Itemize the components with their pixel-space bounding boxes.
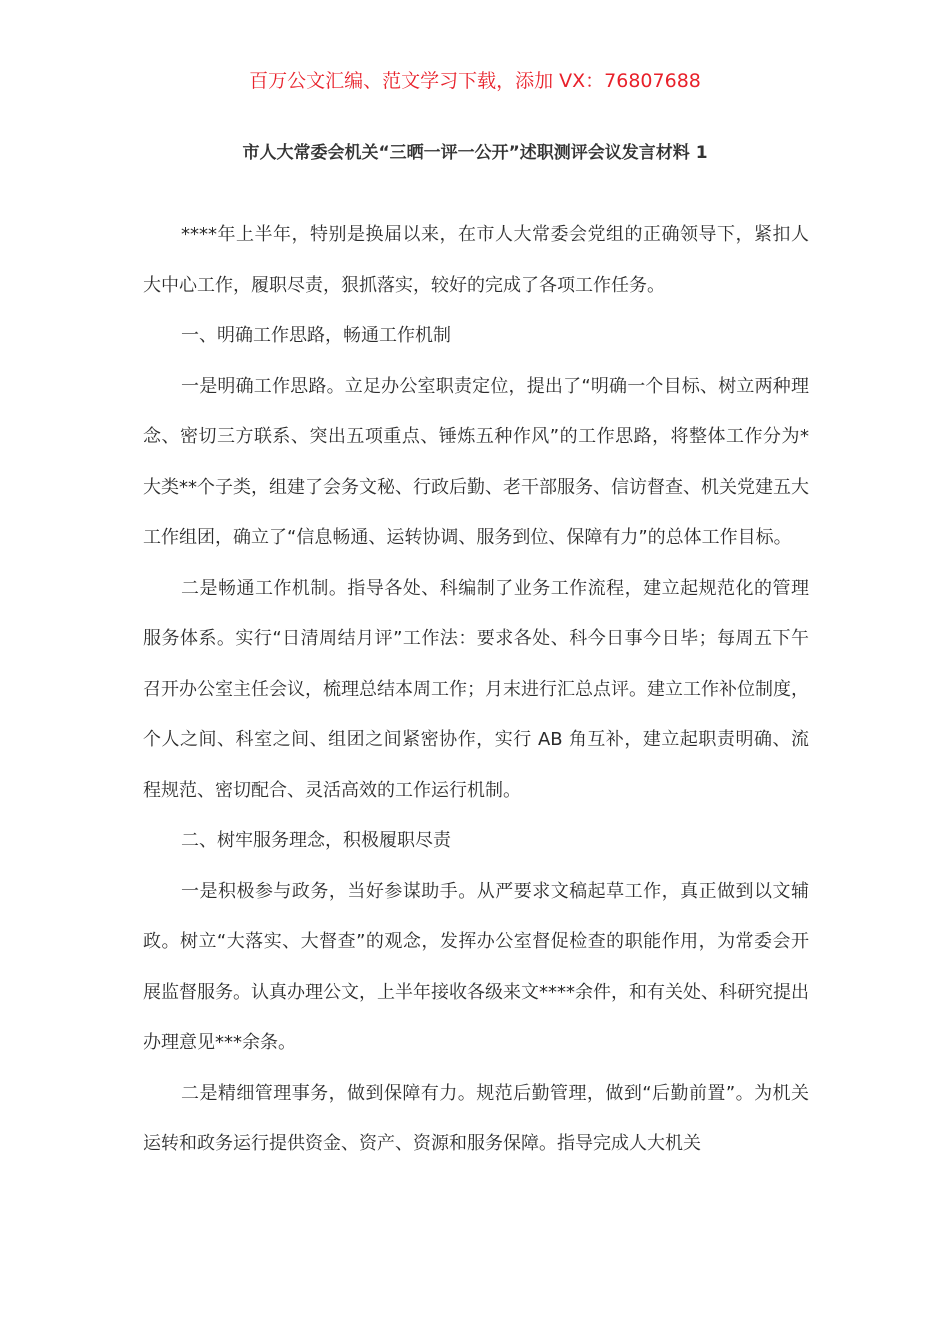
section-heading-2: 二、树牢服务理念，积极履职尽责 <box>181 830 451 851</box>
paragraph: 二是精细管理事务，做到保障有力。规范后勤管理，做到“后勤前置”。为机关运转和政务运行提供资金、资产、资源和服务保障。指导完成人大机关 <box>143 1082 809 1154</box>
document-body <box>143 210 809 1170</box>
document-title: 市人大常委会机关“三晒一评一公开”述职测评会议发言材料 1 <box>242 143 708 163</box>
section-heading-1: 一、明确工作思路，畅通工作机制 <box>181 325 451 346</box>
paragraph: 二是畅通工作机制。指导各处、科编制了业务工作流程，建立起规范化的管理服务体系。实行“日清周结月评”工作法：要求各处、科今日事今日毕；每周五下午召开办公室主任会议，梳理总结本周工作；月末进行汇总点评。建立工作补位制度，个人之间、科室之间、组团之间紧密协作，实行 AB 角互补，建立起职责明确、流程规范、密切配合、灵活高效的工作运行机制。 <box>143 577 809 801</box>
paragraph-intro: ****年上半年，特别是换届以来，在市人大常委会党组的正确领导下，紧扣人大中心工作，履职尽责，狠抓落实，较好的完成了各项工作任务。 <box>143 224 809 296</box>
promo-banner: 百万公文汇编、范文学习下载，添加 VX：76807688 <box>249 70 701 92</box>
paragraph: 一是积极参与政务，当好参谋助手。从严要求文稿起草工作，真正做到以文辅政。树立“大落实、大督查”的观念，发挥办公室督促检查的职能作用，为常委会开展监督服务。认真办理公文，上半年接收各级来文****余件，和有关处、科研究提出办理意见***余条。 <box>143 880 809 1053</box>
paragraph: 一是明确工作思路。立足办公室职责定位，提出了“明确一个目标、树立两种理念、密切三方联系、突出五项重点、锤炼五种作风”的工作思路，将整体工作分为*大类**个子类，组建了会务文秘、行政后勤、老干部服务、信访督查、机关党建五大工作组团，确立了“信息畅通、运转协调、服务到位、保障有力”的总体工作目标。 <box>143 375 809 548</box>
